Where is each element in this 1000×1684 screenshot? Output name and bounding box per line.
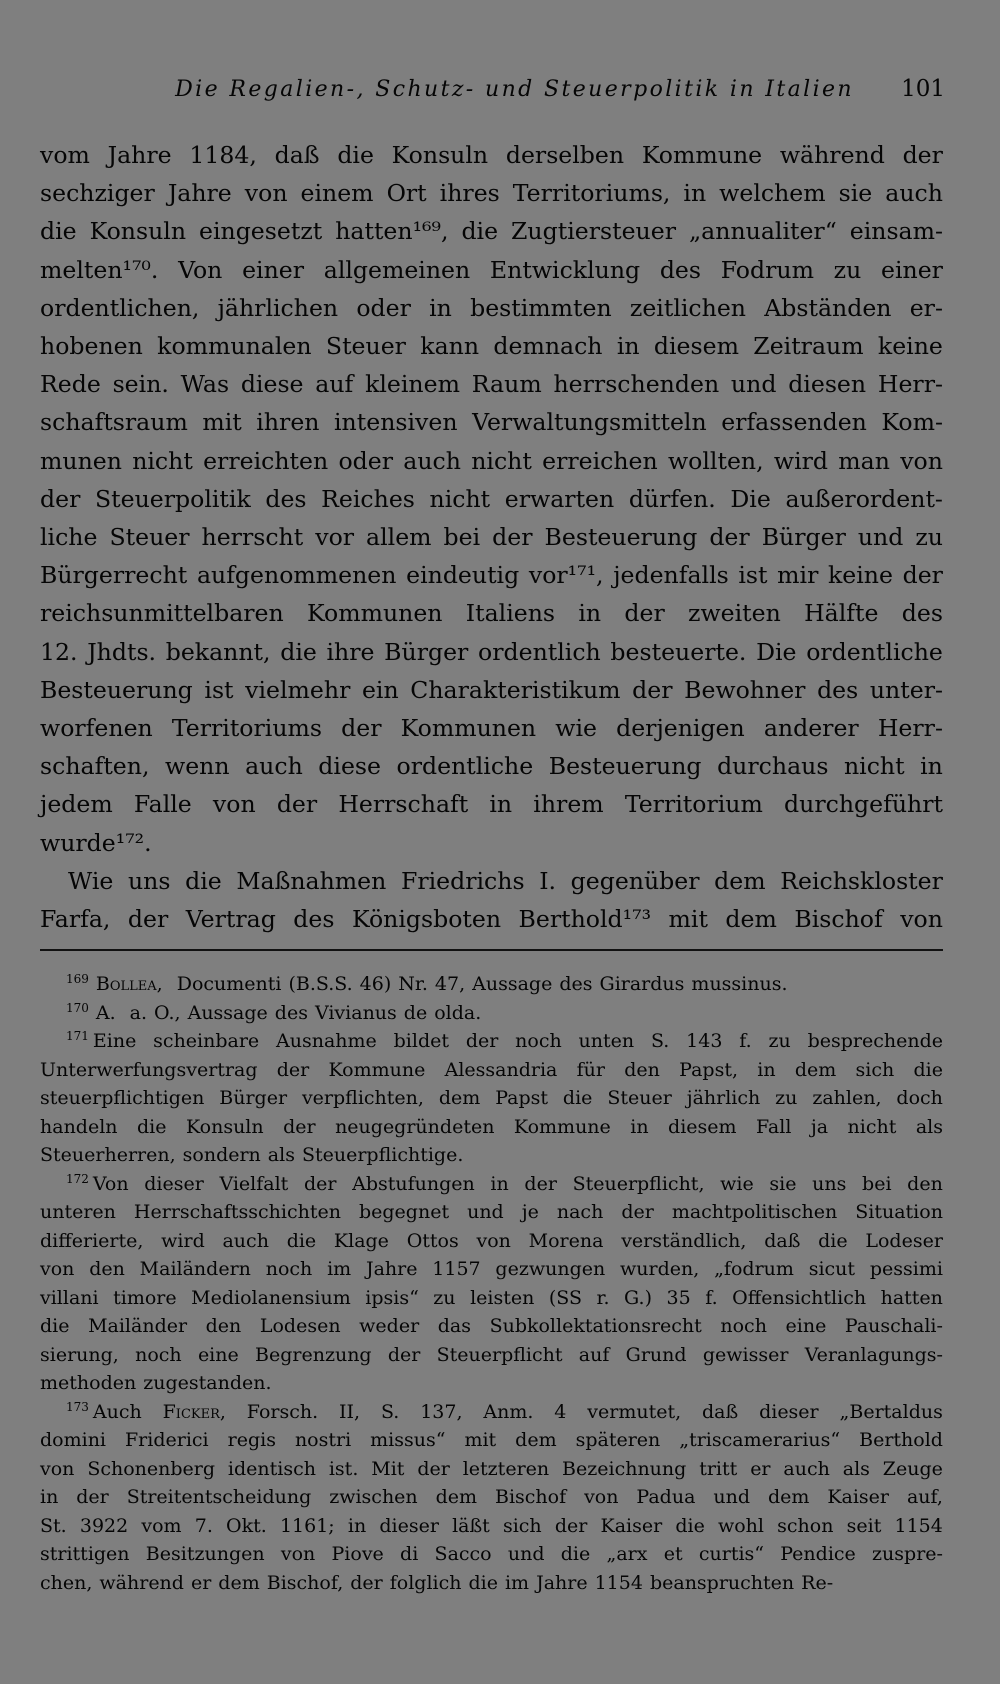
footnote-line: $^{170}$ A. a. O., Aussage des Vivianus de olda. xyxy=(66,1000,482,1024)
footnote-number: 171 xyxy=(66,1029,89,1043)
body-line: reichsunmittelbaren Kommunen Italiens in der zweiten Hälfte des xyxy=(40,599,943,628)
body-line: ordentlichen, jährlichen oder in bestimmten zeitlichen Abständen er- xyxy=(40,293,943,322)
footnote-line: differierte, wird auch die Klage Ottos von Morena verständlich, daß die Lodeser xyxy=(40,1229,943,1252)
footnotes xyxy=(40,970,943,1597)
footnote-number: 172 xyxy=(66,1171,89,1186)
page-number: 101 xyxy=(901,76,945,102)
body-line: Farfa, der Vertrag des Königsboten Berthold¹⁷³ mit dem Bischof von xyxy=(40,905,943,934)
footnote-line: domini Friderici regis nostri missus“ mit dem späteren „triscamerarius“ Berthold xyxy=(40,1429,943,1451)
footnote-number: 169 xyxy=(66,972,89,986)
footnote-line: methoden zugestanden. xyxy=(40,1372,272,1394)
body-line: liche Steuer herrscht vor allem bei der Besteuerung der Bürger und zu xyxy=(40,523,943,552)
footnote-line: $^{171}$ Eine scheinbare Ausnahme bildet der noch unten S. 143 f. zu besprechende xyxy=(66,1029,943,1052)
body-line: wurde¹⁷². xyxy=(40,828,152,857)
footnote-line: villani timore Mediolanensium ipsis“ zu leisten (SS r. G.) 35 f. Offensichtlich hatten xyxy=(40,1286,943,1309)
body-line: hobenen kommunalen Steuer kann demnach in diesem Zeitraum keine xyxy=(40,332,943,361)
footnote-line: chen, während er dem Bischof, der folglich die im Jahre 1154 beanspruchten Re- xyxy=(40,1571,834,1594)
footnote-line: $^{169}$ Bollea, Documenti (B.S.S. 46) Nr. 47, Aussage des Girardus mussinus. xyxy=(66,972,788,995)
body-line: sechziger Jahre von einem Ort ihres Territoriums, in welchem sie auch xyxy=(40,179,943,208)
body-line: Besteuerung ist vielmehr ein Charakteristikum der Bewohner des unter- xyxy=(40,675,943,704)
footnote-line: $^{172}$ Von dieser Vielfalt der Abstufungen in der Steuerpflicht, wie sie uns bei den xyxy=(66,1171,943,1195)
footnote-separator xyxy=(40,949,943,951)
body-line: schaftsraum mit ihren intensiven Verwaltungsmitteln erfassenden Kom- xyxy=(40,408,943,437)
footnote-line: von den Mailändern noch im Jahre 1157 gezwungen wurden, „fodrum sicut pessimi xyxy=(40,1258,943,1280)
footnote-line: von Schonenberg identisch ist. Mit der letzteren Bezeichnung tritt er auch als Zeuge xyxy=(40,1457,943,1480)
running-title: Die Regalien-, Schutz- und Steuerpolitik in Italien xyxy=(175,77,854,102)
footnote-line: steuerpflichtigen Bürger verpflichten, dem Papst die Steuer jährlich zu zahlen, doch xyxy=(40,1087,943,1109)
footnote-line: handeln die Konsuln der neugegründeten Kommune in diesem Fall ja nicht als xyxy=(40,1115,943,1138)
footnote-line: Unterwerfungsvertrag der Kommune Alessandria für den Papst, in dem sich die xyxy=(40,1058,943,1081)
footnote-line: strittigen Besitzungen von Piove di Sacco und die „arx et curtis“ Pendice zuspre- xyxy=(40,1543,943,1565)
body-line: Wie uns die Maßnahmen Friedrichs I. gegenüber dem Reichskloster xyxy=(68,866,943,895)
footnote-number: 173 xyxy=(66,1399,89,1414)
footnote-line: $^{173}$ Auch Ficker, Forsch. II, S. 137, Anm. 4 vermutet, daß dieser „Bertaldus xyxy=(66,1399,943,1423)
footnote-number: 170 xyxy=(66,1000,89,1015)
body-line: worfenen Territoriums der Kommunen wie derjenigen anderer Herr- xyxy=(40,714,943,743)
page-header xyxy=(128,76,945,112)
footnote-line: sierung, noch eine Begrenzung der Steuerpflicht auf Grund gewisser Veranlagungs- xyxy=(40,1343,943,1366)
body-line: Rede sein. Was diese auf kleinem Raum herrschenden und diesen Herr- xyxy=(40,370,943,399)
body-line: munen nicht erreichten oder auch nicht erreichen wollten, wird man von xyxy=(40,446,943,475)
footnote-line: in der Streitentscheidung zwischen dem Bischof von Padua und dem Kaiser auf, xyxy=(40,1486,943,1508)
footnote-line: St. 3922 vom 7. Okt. 1161; in dieser läßt sich der Kaiser die wohl schon seit 1154 xyxy=(40,1514,943,1537)
footnote-line: die Mailänder den Lodesen weder das Subkollektationsrecht noch eine Pauschali- xyxy=(40,1315,943,1337)
body-line: 12. Jhdts. bekannt, die ihre Bürger ordentlich besteuerte. Die ordentliche xyxy=(40,637,943,666)
body-line: Bürgerrecht aufgenommenen eindeutig vor¹⁷¹, jedenfalls ist mir keine der xyxy=(40,561,943,590)
body-line: der Steuerpolitik des Reiches nicht erwarten dürfen. Die außerordent- xyxy=(40,484,943,513)
body-line: vom Jahre 1184, daß die Konsuln derselben Kommune während der xyxy=(40,141,943,169)
footnote-line: unteren Herrschaftsschichten begegnet und je nach der machtpolitischen Situation xyxy=(40,1201,943,1223)
body-line: melten¹⁷⁰. Von einer allgemeinen Entwicklung des Fodrum zu einer xyxy=(40,255,943,284)
footnote-line: Steuerherren, sondern als Steuerpflichtige. xyxy=(40,1144,464,1166)
body-line: jedem Falle von der Herrschaft in ihrem Territorium durchgeführt xyxy=(40,790,943,819)
main-text xyxy=(40,136,943,938)
body-line: schaften, wenn auch diese ordentliche Besteuerung durchaus nicht in xyxy=(40,752,943,781)
body-line: die Konsuln eingesetzt hatten¹⁶⁹, die Zugtiersteuer „annualiter“ einsam- xyxy=(40,217,943,246)
